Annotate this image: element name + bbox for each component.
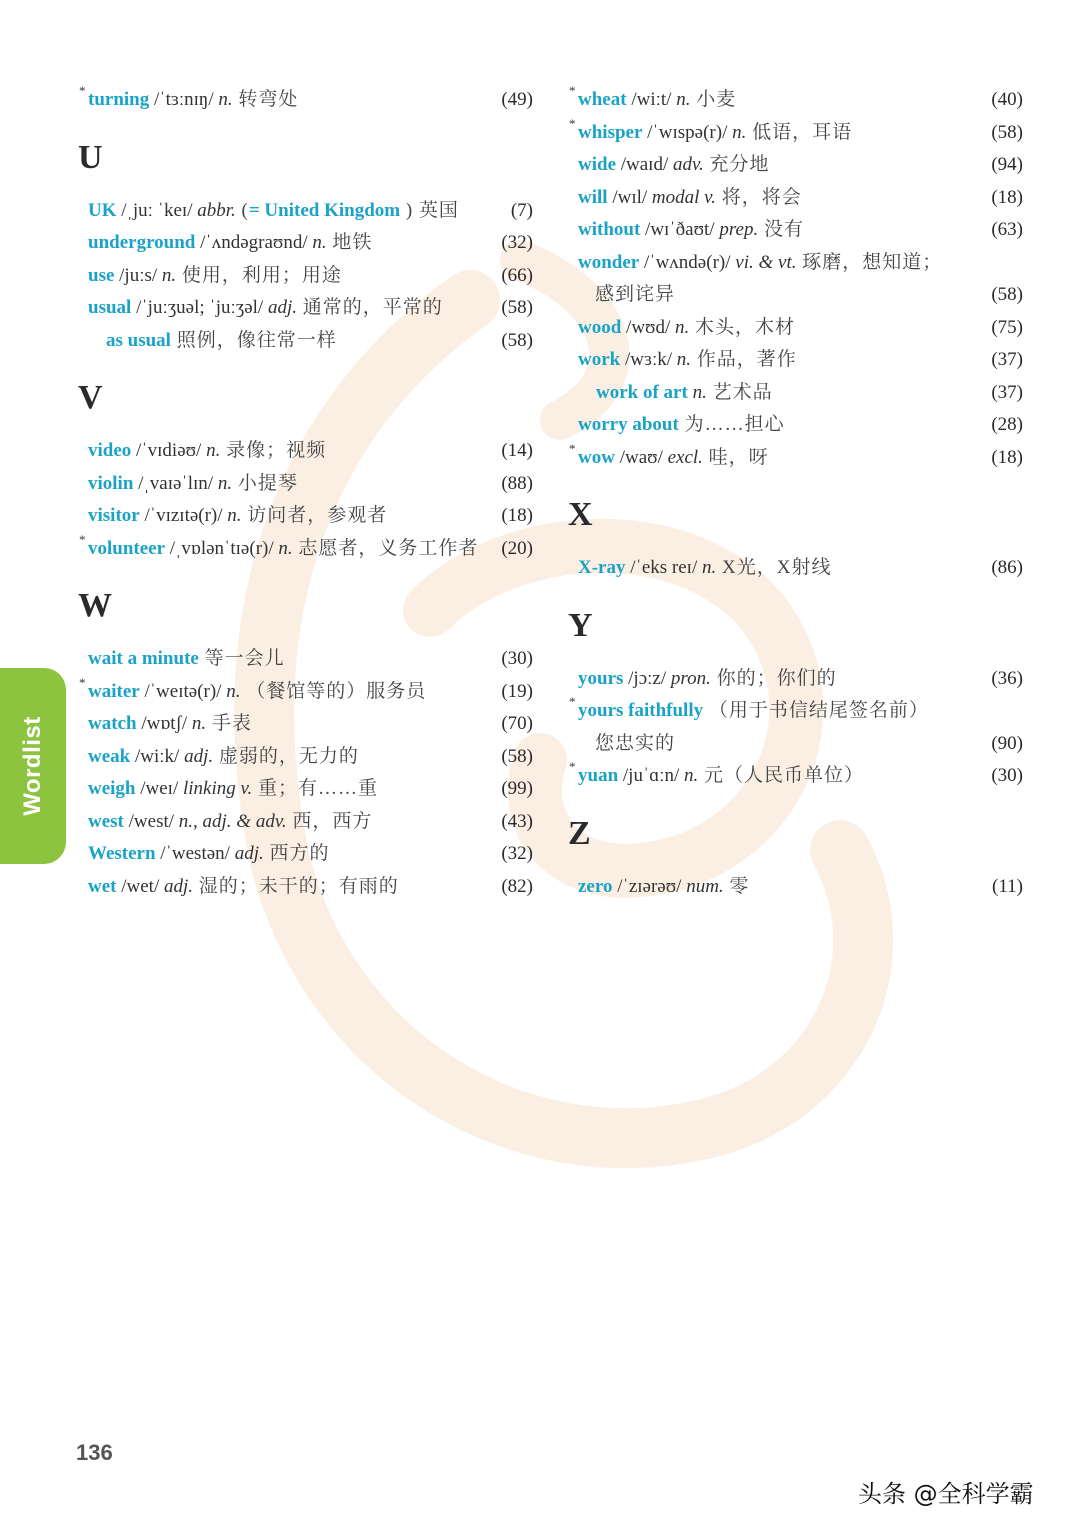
chinese-meaning: 没有: [758, 219, 804, 240]
part-of-speech: n.: [676, 349, 692, 370]
entry-body: [578, 700, 929, 721]
entry-body: [578, 122, 852, 143]
part-of-speech: n.: [676, 89, 691, 110]
entry-body: [578, 252, 942, 273]
unit-reference: (58): [501, 297, 533, 318]
phonetic: /wɜːk/: [620, 349, 677, 370]
wordlist-entry: [568, 663, 1023, 696]
unit-reference: (20): [501, 537, 533, 559]
headword: worry about: [578, 414, 679, 435]
phonetic: /ˈtɜːnɪŋ/: [149, 89, 219, 110]
wordlist-entry: [78, 676, 533, 709]
unit-reference: (66): [501, 264, 533, 286]
part-of-speech: num.: [686, 875, 724, 897]
headword: as usual: [106, 329, 171, 351]
unit-reference: (70): [501, 713, 533, 734]
section-letter: W: [78, 587, 112, 624]
entry-body: [595, 284, 675, 305]
wordlist-left-column: [78, 84, 533, 903]
chinese-meaning: 通常的，平常的: [297, 297, 443, 318]
unit-reference: (7): [510, 199, 533, 221]
headword: UK: [88, 199, 117, 221]
asterisk-mark-icon: *: [79, 531, 86, 547]
headword: zero: [578, 875, 613, 897]
chinese-meaning: 为……担心: [678, 414, 785, 435]
unit-reference: (37): [991, 349, 1023, 370]
headword: wet: [88, 875, 117, 897]
phonetic: /ˌvaɪəˈlɪn/: [133, 472, 218, 494]
chinese-meaning: 西，西方: [286, 810, 373, 832]
chinese-meaning: 作品，著作: [691, 349, 797, 370]
entry-body: [88, 473, 298, 494]
unit-reference: (11): [992, 875, 1023, 897]
entry-body: [578, 349, 797, 370]
unit-reference: (99): [501, 778, 533, 799]
headword: wonder: [578, 251, 640, 273]
chinese-meaning: (: [235, 199, 249, 221]
part-of-speech: adv.: [673, 154, 704, 175]
part-of-speech: prep.: [719, 219, 759, 240]
wordlist-entry: [78, 468, 533, 501]
part-of-speech: n.: [217, 472, 233, 494]
wordlist-entry: [568, 442, 1023, 475]
wordlist-entry: [78, 292, 533, 325]
part-of-speech: n.: [687, 381, 707, 403]
unit-reference: (18): [991, 186, 1023, 208]
wordlist-entry: [78, 773, 533, 806]
entry-body: [88, 843, 330, 864]
phonetic: /juˈɑːn/: [618, 765, 685, 786]
entry-body: [578, 447, 769, 468]
unit-reference: (90): [991, 732, 1023, 754]
source-credit: 头条 @全科学霸: [858, 1480, 1034, 1508]
section-letter: U: [78, 138, 103, 176]
headword: without: [578, 219, 641, 240]
phonetic: /ˈvɪzɪtə(r)/: [139, 505, 228, 526]
wordlist-entry: [568, 182, 1023, 215]
chinese-meaning: 低语，耳语: [746, 121, 853, 143]
phonetic: /west/: [123, 810, 179, 832]
unit-reference: (58): [991, 284, 1023, 305]
page-number: 136: [76, 1440, 113, 1465]
headword: whisper: [578, 121, 643, 143]
unit-reference: (28): [991, 414, 1023, 435]
entry-body: [88, 778, 378, 799]
chinese-meaning: 元（人民币单位）: [698, 765, 865, 786]
wordlist-entry: [568, 552, 1023, 585]
chinese-meaning: 转弯处: [232, 89, 299, 110]
part-of-speech: n.: [227, 505, 242, 526]
headword: wood: [578, 316, 622, 338]
unit-reference: (49): [501, 89, 533, 110]
part-of-speech: linking v.: [183, 778, 253, 799]
chinese-meaning: 你的；你们的: [710, 667, 837, 689]
chinese-meaning: 使用，利用；用途: [176, 264, 342, 286]
entry-body: [578, 89, 736, 110]
part-of-speech: n.: [312, 232, 327, 253]
entry-body: [88, 265, 342, 286]
chinese-meaning: 将，将会: [715, 186, 802, 208]
entry-body: [578, 668, 837, 689]
chinese-meaning: （餐馆等的）服务员: [240, 680, 427, 702]
asterisk-mark-icon: *: [569, 759, 576, 774]
chinese-meaning: 地铁: [326, 232, 373, 253]
unit-reference: (58): [501, 329, 533, 351]
phonetic: /wiːt/: [626, 89, 677, 110]
chinese-meaning: 小提琴: [232, 472, 298, 494]
headword: weigh: [88, 778, 136, 799]
headword: usual: [88, 297, 132, 318]
unit-reference: (43): [501, 810, 533, 832]
phonetic: /wiːk/: [130, 745, 185, 767]
unit-reference: (32): [501, 232, 533, 253]
unit-reference: (36): [991, 667, 1023, 689]
wordlist-entry: [568, 760, 1023, 793]
entry-body: [88, 200, 459, 221]
headword: yuan: [578, 765, 619, 786]
phonetic: /juːs/: [114, 264, 162, 286]
unit-reference: (19): [501, 680, 533, 702]
entry-body: [578, 154, 770, 175]
wordlist-entry: [78, 741, 533, 774]
unit-reference: (30): [501, 648, 533, 669]
entry-body: [578, 414, 785, 435]
chinese-meaning: 手表: [206, 713, 252, 734]
phonetic: /ˈwʌndə(r)/: [639, 251, 736, 273]
unit-reference: (94): [991, 154, 1023, 175]
wordlist-entry: [568, 871, 1023, 904]
headword: yours faithfully: [578, 700, 704, 721]
chinese-meaning: 木头，木材: [689, 316, 796, 338]
part-of-speech: n.: [226, 680, 241, 702]
side-tab-label: Wordlist: [19, 716, 46, 816]
headword: violin: [88, 472, 134, 494]
headword: underground: [88, 232, 196, 253]
part-of-speech: adj.: [184, 745, 214, 767]
phonetic: /wɒtʃ/: [136, 713, 192, 734]
phonetic: /ˈeks reɪ/: [625, 557, 702, 578]
unit-reference: (88): [501, 472, 533, 494]
wordlist-right-column: [568, 84, 1023, 903]
headword: wow: [578, 446, 615, 468]
phonetic: /ˈweɪtə(r)/: [139, 680, 227, 702]
phonetic: /ˈzɪərəʊ/: [612, 875, 687, 897]
entry-body: [595, 733, 675, 754]
headword: turning: [88, 89, 150, 110]
chinese-meaning: 零: [723, 875, 750, 897]
headword: work of art: [596, 381, 688, 403]
unit-reference: (58): [991, 121, 1023, 143]
entry-body: [88, 681, 426, 702]
entry-body: [88, 505, 387, 526]
section-letter: Y: [568, 606, 593, 644]
unit-reference: (63): [991, 219, 1023, 240]
headword: wide: [578, 154, 616, 175]
phonetic: /waɪd/: [616, 154, 673, 175]
part-of-speech: adj.: [234, 843, 264, 864]
phonetic: /wɪˈðaʊt/: [640, 219, 720, 240]
wordlist-entry: [568, 695, 1023, 728]
asterisk-mark-icon: *: [569, 115, 576, 131]
wordlist-entry: [568, 117, 1023, 150]
chinese-meaning: 哇，呀: [702, 446, 769, 468]
part-of-speech: n.: [218, 89, 233, 110]
headword: wheat: [578, 89, 627, 110]
entry-body: [88, 876, 399, 897]
wordlist-entry: [78, 708, 533, 741]
phonetic: /ˈwɪspə(r)/: [642, 121, 733, 143]
chinese-meaning: 访问者，参观者: [241, 505, 388, 526]
part-of-speech: n.: [206, 440, 221, 461]
entry-body: [578, 557, 831, 578]
chinese-meaning: 充分地: [703, 154, 770, 175]
chinese-meaning: 您忠实的: [595, 732, 676, 754]
section-letter: V: [78, 379, 103, 416]
phonetic: /jɔːz/: [623, 667, 671, 689]
entry-body: [88, 297, 443, 318]
chinese-meaning: 志愿者，义务工作者: [292, 537, 479, 559]
wordlist-entry: [78, 643, 533, 676]
unit-reference: (30): [991, 765, 1023, 786]
part-of-speech: n.: [684, 765, 699, 786]
wordlist-entry: [78, 500, 533, 533]
headword: waiter: [88, 680, 140, 702]
entry-body: [578, 876, 749, 897]
entry-body: [88, 746, 359, 767]
unit-reference: (86): [991, 557, 1023, 578]
phonetic: /ˈʌndəgraʊnd/: [195, 232, 313, 253]
section-letter: X: [568, 496, 593, 533]
unit-reference: (18): [991, 446, 1023, 468]
unit-reference: (32): [501, 843, 533, 864]
entry-body: [596, 382, 773, 403]
entry-body: [88, 538, 478, 559]
unit-reference: (37): [991, 381, 1023, 403]
phonetic: /wʊd/: [621, 316, 676, 338]
entry-body: [578, 219, 804, 240]
part-of-speech: n.: [278, 537, 293, 559]
unit-reference: (75): [991, 316, 1023, 338]
part-of-speech: modal v.: [651, 186, 716, 208]
unit-reference: (14): [501, 440, 533, 461]
headword: volunteer: [88, 537, 166, 559]
wordlist-entry: [568, 214, 1023, 247]
entry-body: [88, 811, 372, 832]
unit-reference: (82): [501, 875, 533, 897]
part-of-speech: abbr.: [197, 199, 236, 221]
phonetic: /ˈjuːʒuəl; ˈjuːʒəl/: [131, 297, 268, 318]
wordlist-entry: [78, 227, 533, 260]
phonetic: /waʊ/: [614, 446, 668, 468]
wordlist-entry: [568, 377, 1023, 410]
part-of-speech: n.: [675, 316, 690, 338]
entry-body: [578, 187, 802, 208]
chinese-meaning: 感到诧异: [595, 284, 676, 305]
wordlist-entry: [568, 409, 1023, 442]
headword: use: [88, 264, 115, 286]
wordlist-side-tab: [0, 668, 66, 864]
asterisk-mark-icon: *: [569, 83, 576, 98]
unit-reference: (18): [501, 505, 533, 526]
headword: X-ray: [578, 557, 626, 578]
headword: work: [578, 349, 621, 370]
wordlist-entry: [568, 279, 1023, 312]
part-of-speech: excl.: [667, 446, 703, 468]
headword: yours: [578, 667, 624, 689]
entry-body: [88, 89, 298, 110]
unit-reference: (40): [991, 89, 1023, 110]
phonetic: /ˌjuː ˈkeɪ/: [116, 199, 198, 221]
headword: west: [88, 810, 124, 832]
chinese-meaning: 照例，像往常一样: [170, 329, 337, 351]
entry-body: [578, 765, 864, 786]
headword: watch: [88, 713, 137, 734]
phonetic: /ˈwestən/: [155, 843, 235, 864]
wordlist-entry: [568, 84, 1023, 117]
headword: video: [88, 440, 132, 461]
asterisk-mark-icon: *: [79, 674, 86, 690]
headword-expansion: = United Kingdom: [248, 199, 401, 221]
wordlist-entry: [78, 260, 533, 293]
wordlist-entry: [78, 195, 533, 228]
section-letter: Z: [568, 814, 591, 852]
entry-body: [88, 713, 252, 734]
wordlist-entry: [568, 728, 1023, 761]
phonetic: /ˌvɒlənˈtɪə(r)/: [165, 537, 279, 559]
part-of-speech: n.: [702, 557, 717, 578]
chinese-meaning: 录像；视频: [220, 440, 327, 461]
wordlist-entry: [78, 806, 533, 839]
chinese-meaning: 等一会儿: [198, 648, 285, 669]
wordlist-entry: [78, 871, 533, 904]
part-of-speech: pron.: [670, 667, 711, 689]
part-of-speech: n.: [161, 264, 177, 286]
chinese-meaning: 艺术品: [706, 381, 773, 403]
part-of-speech: vi. & vt.: [735, 251, 797, 273]
wordlist-entry: [78, 533, 533, 566]
asterisk-mark-icon: *: [569, 440, 576, 456]
wordlist-entry: [78, 84, 533, 117]
phonetic: /wet/: [116, 875, 164, 897]
headword: weak: [88, 745, 131, 767]
chinese-meaning: 小麦: [690, 89, 737, 110]
phonetic: /weɪ/: [135, 778, 183, 799]
phonetic: /ˈvɪdiəʊ/: [131, 440, 207, 461]
part-of-speech: n.: [191, 713, 207, 734]
wordlist-entry: [568, 312, 1023, 345]
asterisk-mark-icon: *: [569, 694, 576, 709]
wordlist-entry: [568, 344, 1023, 377]
chinese-meaning: （用于书信结尾签名前）: [703, 700, 929, 721]
part-of-speech: adj.: [163, 875, 194, 897]
entry-body: [578, 317, 795, 338]
entry-body: [88, 648, 285, 669]
headword: visitor: [88, 505, 140, 526]
chinese-meaning: 重；有……重: [252, 778, 379, 799]
entry-body: [88, 440, 326, 461]
chinese-meaning: 西方的: [263, 843, 330, 864]
headword: wait a minute: [88, 648, 199, 669]
wordlist-entry: [568, 149, 1023, 182]
part-of-speech: n., adj. & adv.: [178, 810, 287, 832]
headword: Western: [88, 843, 156, 864]
chinese-meaning: X光，X射线: [716, 557, 832, 578]
headword: will: [578, 186, 608, 208]
phonetic: /wɪl/: [607, 186, 652, 208]
chinese-meaning: 湿的；未干的；有雨的: [193, 875, 399, 897]
part-of-speech: adj.: [267, 297, 297, 318]
entry-body: [106, 330, 337, 351]
chinese-meaning: 琢磨，想知道；: [796, 251, 943, 273]
unit-reference: (58): [501, 745, 533, 767]
chinese-meaning-2: ) 英国: [400, 199, 459, 221]
part-of-speech: n.: [732, 121, 747, 143]
wordlist-entry: [568, 247, 1023, 280]
wordlist-entry: [78, 325, 533, 358]
chinese-meaning: 虚弱的，无力的: [213, 745, 359, 767]
entry-body: [88, 232, 372, 253]
asterisk-mark-icon: *: [79, 83, 86, 98]
wordlist-entry: [78, 838, 533, 871]
wordlist-entry: [78, 435, 533, 468]
